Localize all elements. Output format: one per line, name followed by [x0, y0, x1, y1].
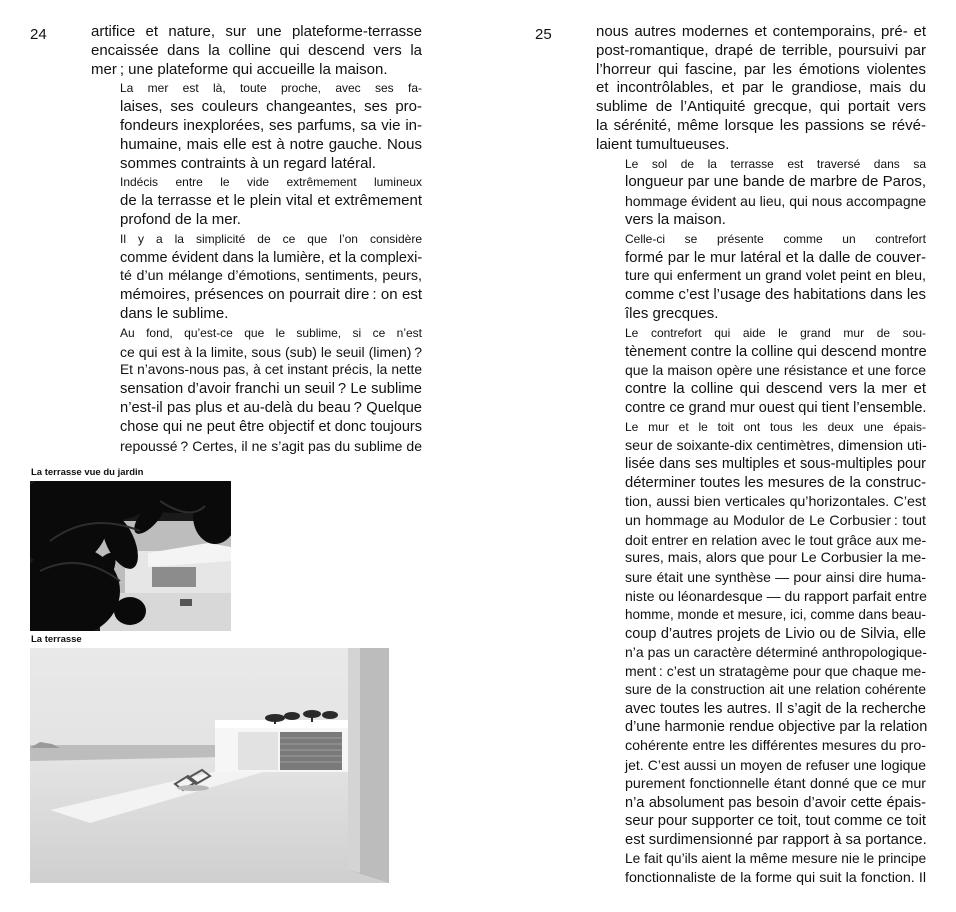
text-line: seur de soixante-dix centimètres, dimension uti-: [625, 437, 927, 454]
text-line: laient tumultueuses.: [596, 135, 730, 153]
text-line: laises, ses couleurs changeantes, ses pro-: [120, 98, 422, 116]
text-line: la sérénité, même lorsque les passions se révé-: [596, 116, 926, 134]
text-line: sublime de l’Antiquité grecque, qui portait vers: [596, 98, 926, 116]
text-line: humaine, mais elle est à notre gauche. Nous: [120, 135, 422, 153]
text-line: est surdimensionné par rapport à sa portance.: [625, 832, 927, 849]
text-line: tènement contre la colline qui descend montre: [625, 343, 927, 360]
text-line: seur pour supporter ce toit, tout comme ce toit: [625, 813, 926, 830]
text-line: avec toutes les autres. Il s’agit de la recherche: [625, 700, 926, 717]
text-line: vers la maison.: [625, 210, 726, 228]
text-line: d’une harmonie rendue objective par la relation: [625, 719, 928, 736]
text-line: et incontrôlables, et par le grandiose, mais du: [596, 79, 926, 97]
text-line: homme, monde et mesure, ici, comme dans beau-: [625, 606, 926, 622]
paragraph: [596, 23, 926, 155]
text-line: purement fonctionnelle étant donné que ce mur: [625, 775, 926, 792]
text-line: longueur par une bande de marbre de Paros,: [625, 173, 926, 191]
photo-terrace-from-garden: [30, 481, 231, 631]
text-line: profond de la mer.: [120, 210, 241, 228]
text-line: que la maison opère une résistance et une force: [625, 362, 926, 379]
text-line: post-romantique, drapé de terrible, poursuivi par: [596, 41, 926, 59]
text-line: n’a pas un caractère déterminé anthropologique-: [625, 644, 927, 661]
text-line: contre ce grand mur ouest qui tient l’ensemble.: [625, 399, 927, 416]
text-line: Le mur et le toit ont tous les deux une épais-: [625, 419, 926, 434]
paragraph: [596, 418, 926, 888]
text-line: Et n’avons-nous pas, à cet instant précis, la nette: [120, 362, 422, 378]
paragraph: [596, 230, 926, 324]
text-line: ture qui enferment un grand volet peint en bleu,: [625, 268, 926, 285]
paragraph: [596, 155, 926, 230]
text-line: doit entrer en relation avec le tout grâce aux me-: [625, 531, 927, 548]
text-line: formé par le mur latéral et la dalle de couver-: [625, 248, 926, 266]
text-line: Au fond, qu’est-ce que le sublime, si ce n’est: [120, 325, 422, 340]
paragraph: [91, 23, 422, 79]
text-line: ce qui est à la limite, sous (sub) le seuil (limen) ?: [120, 343, 422, 360]
text-line: n’a absolument pas besoin d’avoir cette épais-: [625, 794, 926, 811]
page-number-left: 24: [30, 26, 47, 43]
paragraph: [91, 79, 422, 173]
paragraph: [91, 324, 422, 456]
text-line: Le fait qu’ils aient la même mesure nie le principe: [625, 851, 927, 867]
photo-terrace-image: [30, 648, 389, 883]
paragraph: [91, 173, 422, 229]
text-line: Indécis entre le vide extrêmement lumineux: [120, 175, 422, 190]
text-line: hommage évident au lieu, qui nous accompagne: [625, 193, 927, 210]
text-line: lisée dans ses multiples et sous-multiples pour: [625, 456, 926, 473]
photo-terrace: [30, 648, 389, 883]
text-line: sensation d’avoir franchi un seuil ? Le sublime: [120, 381, 422, 398]
text-line: artifice et nature, sur une plateforme-terrasse: [91, 23, 422, 40]
text-line: Le sol de la terrasse est traversé dans sa: [625, 156, 926, 171]
left-body-text: [91, 23, 422, 455]
text-line: sures, mais, alors que pour Le Corbusier la me-: [625, 550, 926, 567]
text-line: té d’un mélange d’émotions, sentiments, peurs,: [120, 268, 422, 285]
text-line: mémoires, présences on pourrait dire : on est: [120, 286, 422, 304]
text-line: Celle-ci se présente comme un contrefort: [625, 231, 926, 246]
paragraph: [596, 324, 926, 418]
text-line: coup d’autres projets de Livio ou de Silvia, elle: [625, 625, 926, 642]
text-line: un hommage au Modulor de Le Corbusier : tout: [625, 512, 926, 529]
text-line: mer ; une plateforme qui accueille la maison.: [91, 60, 388, 78]
figure-caption-garden: La terrasse vue du jardin: [31, 467, 144, 478]
text-line: contre la colline qui descend vers la mer et: [625, 380, 926, 398]
text-line: dans le sublime.: [120, 304, 229, 322]
text-line: La mer est là, toute proche, avec ses fa-: [120, 81, 422, 96]
text-line: cohérente entre les différentes mesures du pro-: [625, 738, 926, 755]
text-line: comme évident dans la lumière, et la complexi-: [120, 249, 423, 266]
text-line: fondeurs inexplorées, ses parfums, sa vie in-: [120, 116, 422, 134]
text-line: repoussé ? Certes, il ne s’agit pas du sublime de: [120, 437, 422, 454]
text-line: fonctionnaliste de la forme qui suit la fonction. Il: [625, 869, 926, 886]
text-line: sure de la construction ait une relation cohérente: [625, 681, 926, 697]
paragraph: [91, 230, 422, 324]
text-line: ment : c’est un stratagème pour que chaque me-: [625, 663, 926, 680]
photo-terrace-from-garden-image: [30, 481, 231, 631]
figure-caption-terrace: La terrasse: [31, 634, 82, 645]
right-body-text: [596, 23, 926, 888]
text-line: Il y a la simplicité de ce que l’on considère: [120, 231, 422, 246]
text-line: sure était une synthèse — pour ainsi dire huma-: [625, 569, 926, 586]
text-line: Le contrefort qui aide le grand mur de sou-: [625, 325, 926, 340]
text-line: encaissée dans la colline qui descend vers la: [91, 41, 422, 59]
text-line: chose qui ne peut être objectif et donc toujours: [120, 418, 422, 435]
text-line: de la terrasse et le plein vital et extrêmement: [120, 192, 422, 210]
text-line: sommes contraints à un regard latéral.: [120, 154, 376, 172]
text-line: l’horreur qui fascine, par les émotions violentes: [596, 60, 926, 78]
text-line: nous autres modernes et contemporains, pré- et: [596, 23, 926, 40]
text-line: îles grecques.: [625, 304, 719, 322]
text-line: tion, aussi bien verticales qu’horizontales. C’est: [625, 493, 926, 510]
text-line: n’est-il pas plus et au-delà du beau ? Quelque: [120, 399, 422, 416]
text-line: déterminer toutes les mesures de la construc-: [625, 475, 926, 492]
page-number-right: 25: [535, 26, 552, 43]
text-line: comme c’est l’usage des habitations dans les: [625, 286, 926, 304]
text-line: jet. C’est aussi un moyen de refuser une logique: [625, 757, 926, 774]
text-line: niste ou léonardesque — du rapport parfait entre: [625, 587, 927, 604]
